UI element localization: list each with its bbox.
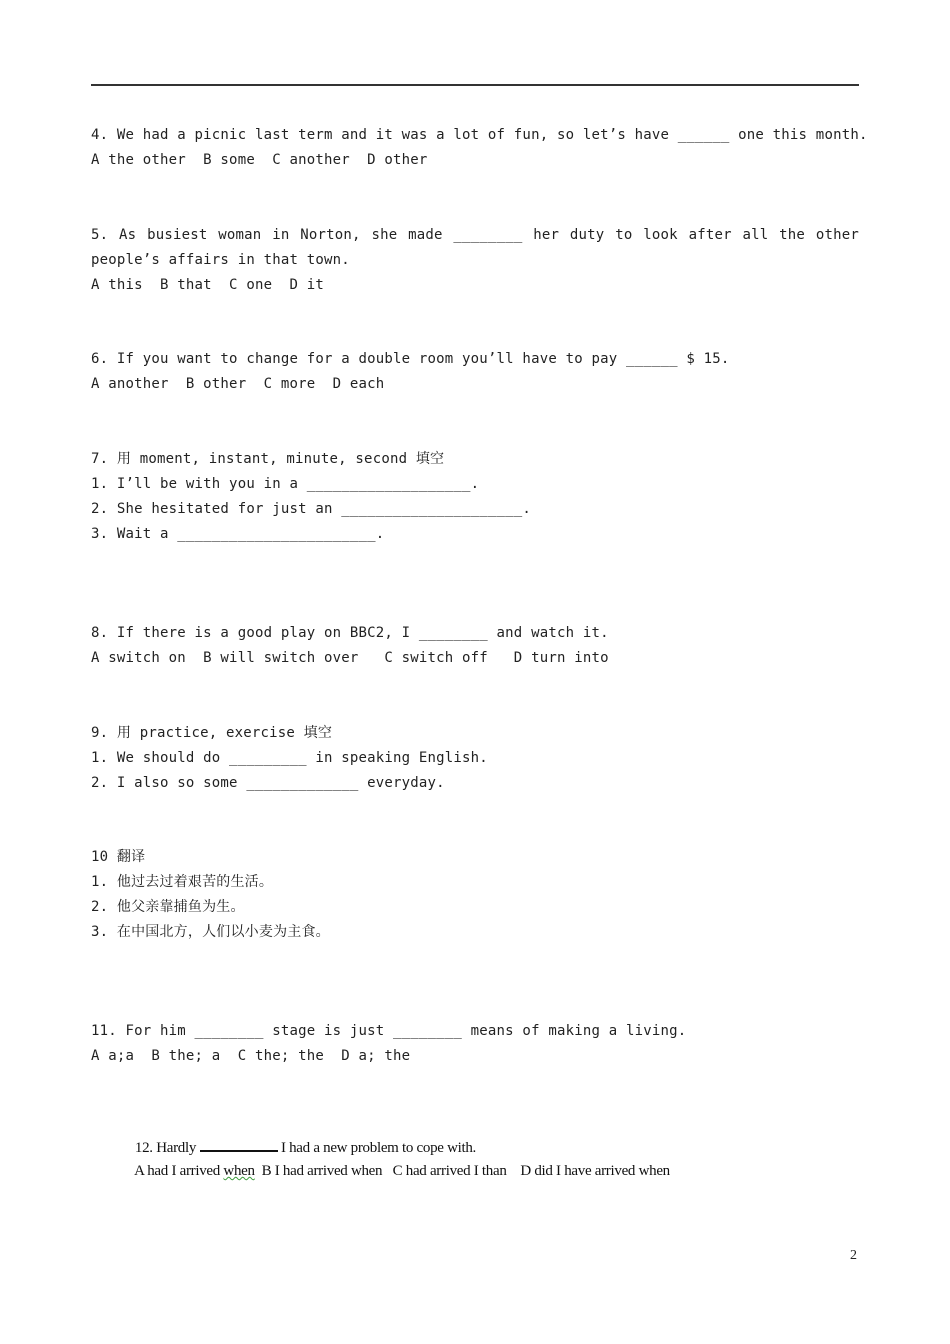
q11-text: 11. For him ________ stage is just ________ means of making a living. — [91, 1023, 687, 1039]
q12-option-a-underlined: when — [223, 1163, 255, 1179]
q7-item-1: 1. I’ll be with you in a ___________________. — [91, 476, 480, 492]
q10-item-1: 1. 他过去过着艰苦的生活。 — [91, 874, 274, 890]
q12-options-rest: B I had arrived when C had arrived I than D did I have arrived when — [254, 1163, 670, 1179]
q10-item-3: 3. 在中国北方，人们以小麦为主食。 — [91, 924, 330, 940]
page-number: 2 — [850, 1248, 857, 1263]
q12-prefix: 12. Hardly — [134, 1140, 200, 1156]
q7-title: 7. 用 moment, instant, minute, second 填空 — [91, 451, 445, 467]
q4-text: 4. We had a picnic last term and it was a lot of fun, so let’s have ______ one this month. — [91, 127, 868, 143]
q8-options: A switch on B will switch over C switch off D turn into — [91, 650, 609, 666]
q5-options: A this B that C one D it — [91, 277, 324, 293]
q12-suffix: I had a new problem to cope with. — [277, 1140, 477, 1156]
q6-text: 6. If you want to change for a double room you’ll have to pay ______ $ 15. — [91, 351, 730, 367]
q6-options: A another B other C more D each — [91, 376, 385, 392]
q5-text-line1: 5. As busiest woman in Norton, she made ________ her duty to look after all the other — [91, 227, 859, 243]
header-rule — [91, 84, 859, 86]
q11-options: A a;a B the; a C the; the D a; the — [91, 1048, 411, 1064]
q8-text: 8. If there is a good play on BBC2, I ________ and watch it. — [91, 625, 609, 641]
q9-item-1: 1. We should do _________ in speaking English. — [91, 750, 488, 766]
q7-item-2: 2. She hesitated for just an _____________________. — [91, 501, 532, 517]
q4-options: A the other B some C another D other — [91, 152, 428, 168]
q12-options — [128, 1141, 670, 1181]
q9-item-2: 2. I also so some _____________ everyday. — [91, 775, 445, 791]
q5-text-line2: people’s affairs in that town. — [91, 252, 350, 268]
q9-title: 9. 用 practice, exercise 填空 — [91, 725, 333, 741]
q7-item-3: 3. Wait a _______________________. — [91, 526, 385, 542]
q10-item-2: 2. 他父亲靠捕鱼为生。 — [91, 899, 245, 915]
q12-option-a: A had I arrived — [134, 1163, 224, 1179]
q10-title: 10 翻译 — [91, 849, 146, 865]
